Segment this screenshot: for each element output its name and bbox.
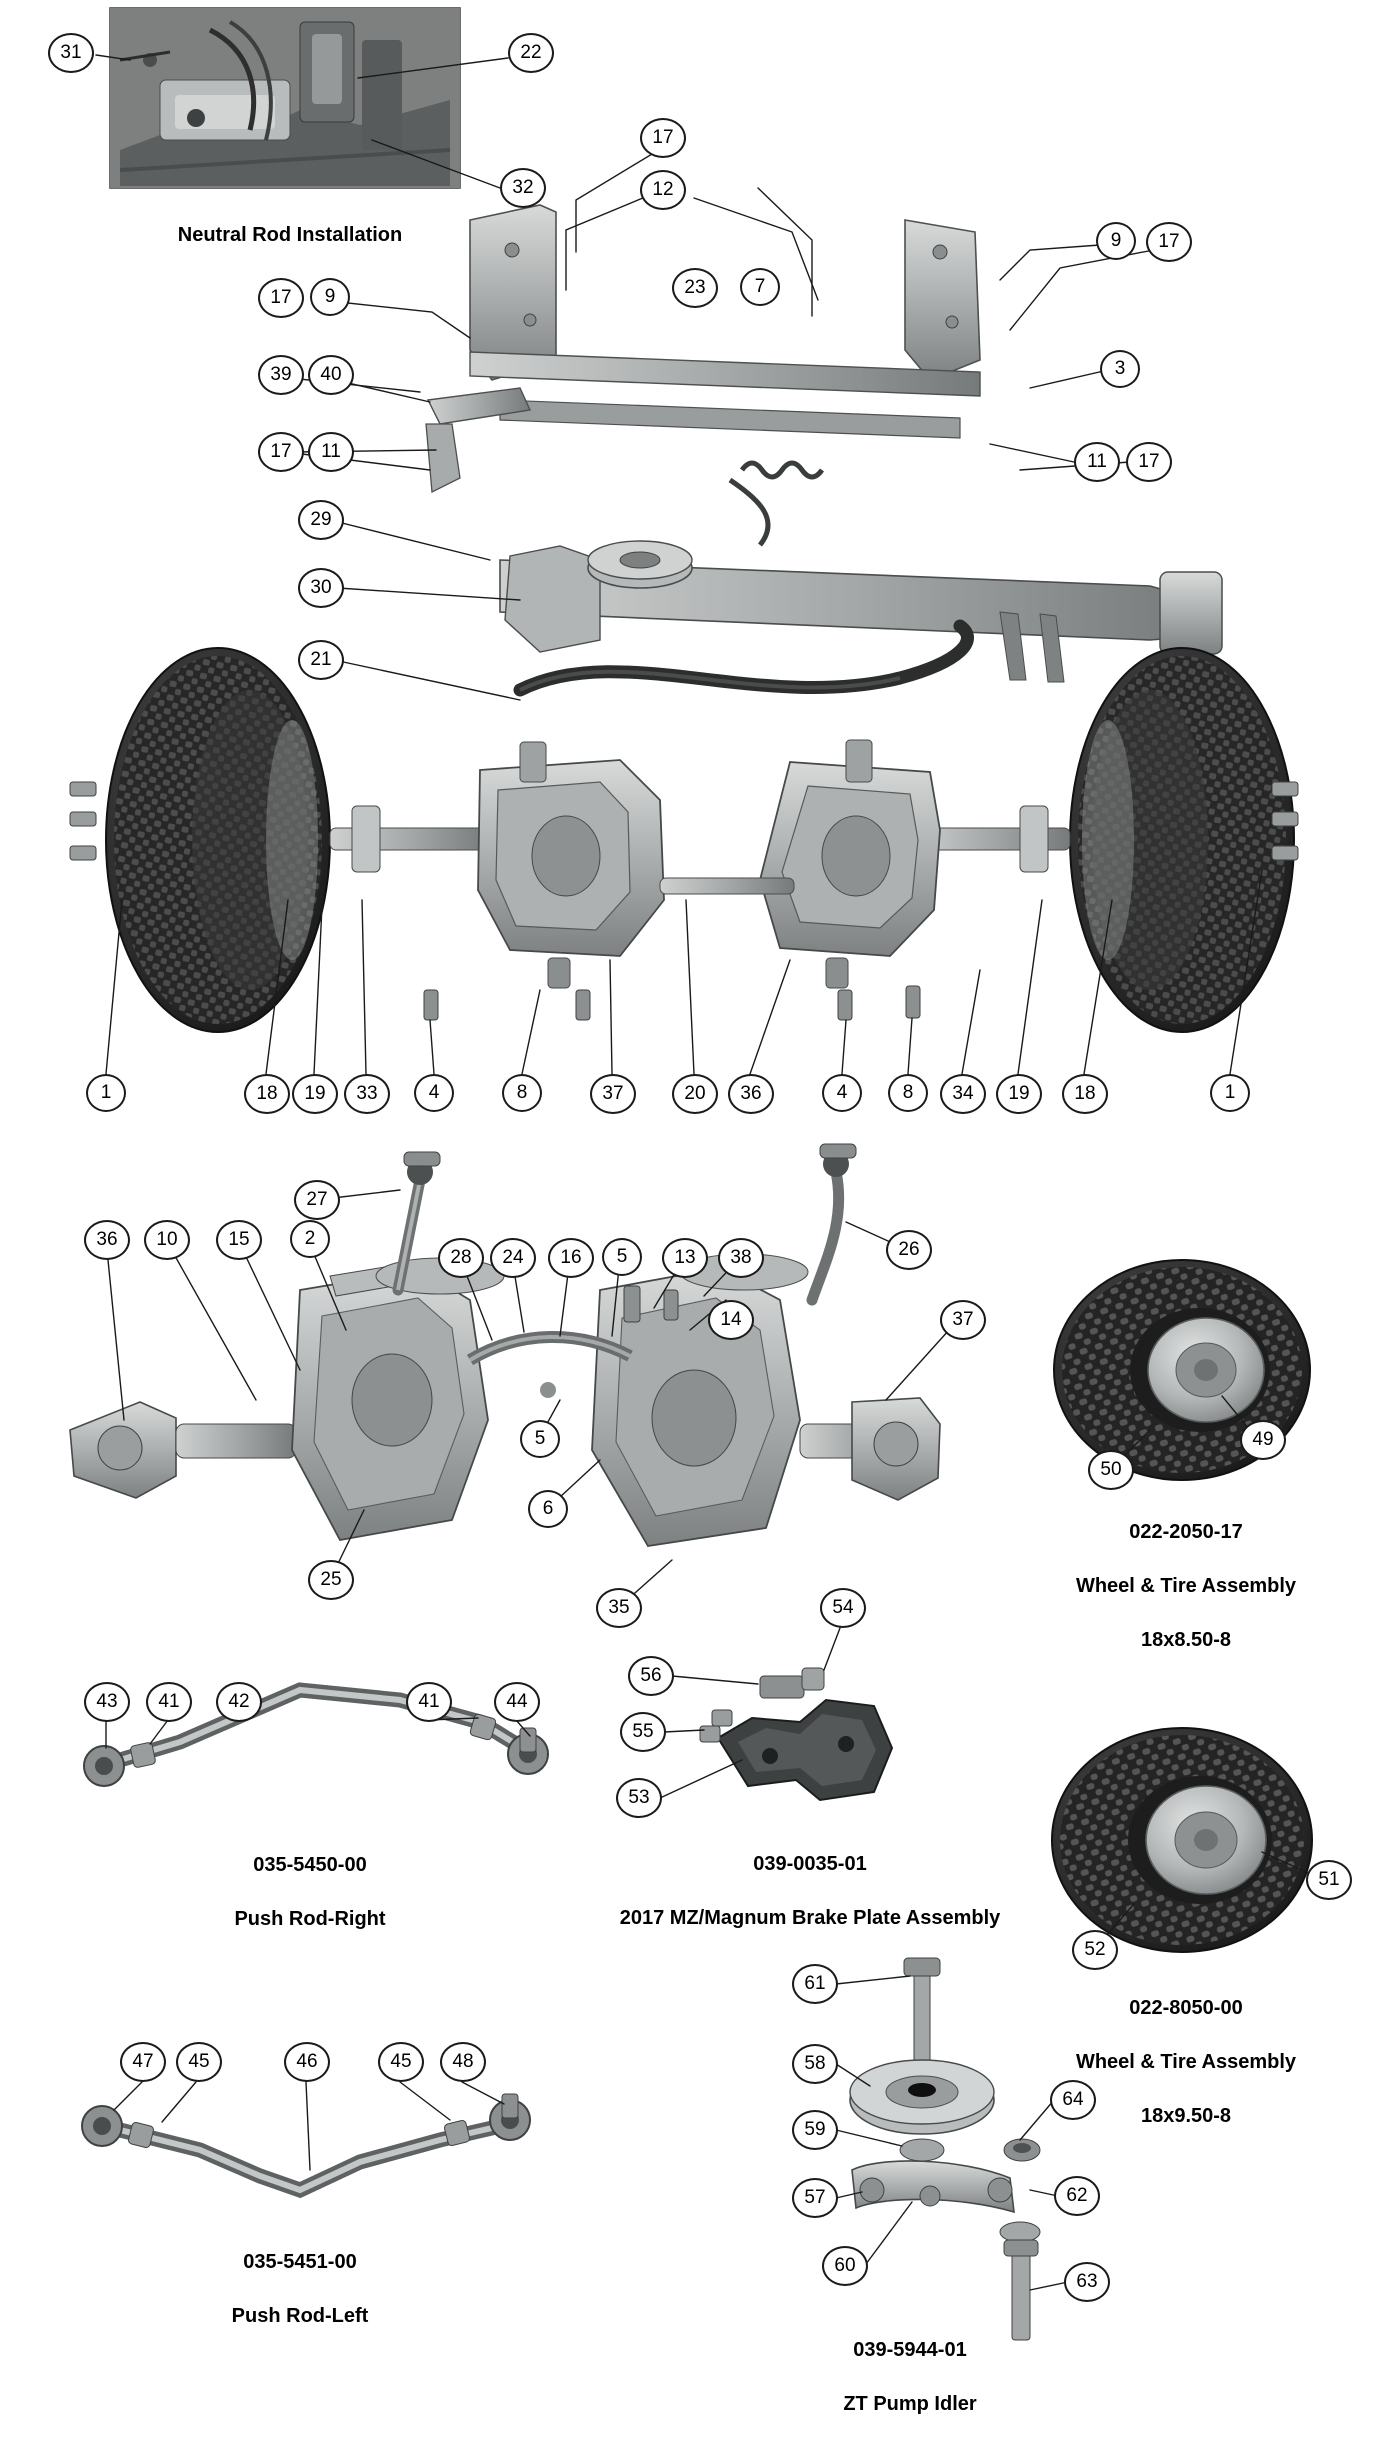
callout-54[interactable]: 54 xyxy=(820,1588,866,1628)
callout-9-c[interactable]: 9 xyxy=(310,278,350,316)
callout-27[interactable]: 27 xyxy=(294,1180,340,1220)
caption-push-rod-right-title: Push Rod-Right xyxy=(234,1908,386,1930)
callout-59[interactable]: 59 xyxy=(792,2110,838,2150)
caption-wheel-2050-size: 18x8.50-8 xyxy=(1140,1629,1232,1651)
caption-brake-plate-pn: 039-0035-01 xyxy=(753,1853,867,1875)
callout-49[interactable]: 49 xyxy=(1240,1420,1286,1460)
callout-45-b[interactable]: 45 xyxy=(378,2042,424,2082)
callout-17-e[interactable]: 17 xyxy=(1126,442,1172,482)
callout-37-b[interactable]: 37 xyxy=(940,1300,986,1340)
caption-neutral-rod: Neutral Rod Installation xyxy=(177,224,403,246)
callout-29[interactable]: 29 xyxy=(298,500,344,540)
callout-53[interactable]: 53 xyxy=(616,1778,662,1818)
callout-52[interactable]: 52 xyxy=(1072,1930,1118,1970)
callout-41-a[interactable]: 41 xyxy=(146,1682,192,1722)
callout-14[interactable]: 14 xyxy=(708,1300,754,1340)
callout-36-a[interactable]: 36 xyxy=(728,1074,774,1114)
callout-57[interactable]: 57 xyxy=(792,2178,838,2218)
caption-push-rod-left-title: Push Rod-Left xyxy=(231,2305,369,2327)
callout-3[interactable]: 3 xyxy=(1100,350,1140,388)
callout-32[interactable]: 32 xyxy=(500,168,546,208)
callout-37-a[interactable]: 37 xyxy=(590,1074,636,1114)
callout-22[interactable]: 22 xyxy=(508,33,554,73)
callout-13[interactable]: 13 xyxy=(662,1238,708,1278)
callout-5-b[interactable]: 5 xyxy=(520,1420,560,1458)
callout-24[interactable]: 24 xyxy=(490,1238,536,1278)
caption-push-rod-right xyxy=(130,1825,490,1960)
callout-12[interactable]: 12 xyxy=(640,170,686,210)
callout-11-d[interactable]: 11 xyxy=(308,432,354,472)
callout-38[interactable]: 38 xyxy=(718,1238,764,1278)
caption-wheel-8050-title: Wheel & Tire Assembly xyxy=(1075,2051,1297,2073)
callout-43[interactable]: 43 xyxy=(84,1682,130,1722)
callout-1-b[interactable]: 1 xyxy=(1210,1074,1250,1112)
callout-44[interactable]: 44 xyxy=(494,1682,540,1722)
caption-brake-plate xyxy=(540,1824,1080,1959)
caption-push-rod-left xyxy=(110,2222,490,2357)
callout-55[interactable]: 55 xyxy=(620,1712,666,1752)
callout-30[interactable]: 30 xyxy=(298,568,344,608)
callout-56[interactable]: 56 xyxy=(628,1656,674,1696)
push-rod-left-art xyxy=(82,2094,530,2190)
callout-6[interactable]: 6 xyxy=(528,1490,568,1528)
callout-34[interactable]: 34 xyxy=(940,1074,986,1114)
callout-60[interactable]: 60 xyxy=(822,2246,868,2286)
callout-4-b[interactable]: 4 xyxy=(822,1074,862,1112)
zt-pump-idler-art xyxy=(850,1958,1040,2340)
callout-17-c[interactable]: 17 xyxy=(258,278,304,318)
callout-50[interactable]: 50 xyxy=(1088,1450,1134,1490)
callout-17-b[interactable]: 17 xyxy=(1146,222,1192,262)
main-frame-assembly-art xyxy=(70,205,1298,1032)
callout-18-b[interactable]: 18 xyxy=(1062,1074,1108,1114)
caption-wheel-2050-pn: 022-2050-17 xyxy=(1129,1521,1243,1543)
callout-35[interactable]: 35 xyxy=(596,1588,642,1628)
callout-31[interactable]: 31 xyxy=(48,33,94,73)
caption-pump-idler xyxy=(700,2310,1120,2445)
callout-36-b[interactable]: 36 xyxy=(84,1220,130,1260)
transaxle-detail-art xyxy=(70,1144,940,1546)
callout-17-a[interactable]: 17 xyxy=(640,118,686,158)
callout-64[interactable]: 64 xyxy=(1050,2080,1096,2120)
callout-26[interactable]: 26 xyxy=(886,1230,932,1270)
callout-10[interactable]: 10 xyxy=(144,1220,190,1260)
callout-17-d[interactable]: 17 xyxy=(258,432,304,472)
callout-61[interactable]: 61 xyxy=(792,1964,838,2004)
callout-4-a[interactable]: 4 xyxy=(414,1074,454,1112)
callout-33[interactable]: 33 xyxy=(344,1074,390,1114)
callout-25[interactable]: 25 xyxy=(308,1560,354,1600)
callout-18-a[interactable]: 18 xyxy=(244,1074,290,1114)
caption-wheel-2050-title: Wheel & Tire Assembly xyxy=(1075,1575,1297,1597)
callout-5-a[interactable]: 5 xyxy=(602,1238,642,1276)
callout-58[interactable]: 58 xyxy=(792,2044,838,2084)
callout-47[interactable]: 47 xyxy=(120,2042,166,2082)
callout-45-a[interactable]: 45 xyxy=(176,2042,222,2082)
callout-41-b[interactable]: 41 xyxy=(406,1682,452,1722)
callout-63[interactable]: 63 xyxy=(1064,2262,1110,2302)
callout-8-b[interactable]: 8 xyxy=(888,1074,928,1112)
caption-wheel-8050-pn: 022-8050-00 xyxy=(1129,1997,1243,2019)
callout-11-e[interactable]: 11 xyxy=(1074,442,1120,482)
callout-48[interactable]: 48 xyxy=(440,2042,486,2082)
callout-9-b[interactable]: 9 xyxy=(1096,222,1136,260)
caption-pump-idler-pn: 039-5944-01 xyxy=(853,2339,967,2361)
caption-push-rod-left-pn: 035-5451-00 xyxy=(243,2251,357,2273)
neutral-rod-inset-image xyxy=(110,8,460,188)
wheel-tire-8050-art xyxy=(1052,1728,1312,1952)
caption-wheel-8050 xyxy=(1046,1968,1326,2157)
callout-20[interactable]: 20 xyxy=(672,1074,718,1114)
callout-8-a[interactable]: 8 xyxy=(502,1074,542,1112)
callout-15[interactable]: 15 xyxy=(216,1220,262,1260)
callout-19-a[interactable]: 19 xyxy=(292,1074,338,1114)
caption-brake-plate-title: 2017 MZ/Magnum Brake Plate Assembly xyxy=(619,1907,1001,1929)
caption-wheel-2050 xyxy=(1046,1492,1326,1681)
callout-46[interactable]: 46 xyxy=(284,2042,330,2082)
callout-1-a[interactable]: 1 xyxy=(86,1074,126,1112)
callout-19-b[interactable]: 19 xyxy=(996,1074,1042,1114)
callout-39[interactable]: 39 xyxy=(258,355,304,395)
callout-42[interactable]: 42 xyxy=(216,1682,262,1722)
callout-62[interactable]: 62 xyxy=(1054,2176,1100,2216)
callout-40[interactable]: 40 xyxy=(308,355,354,395)
callout-2[interactable]: 2 xyxy=(290,1220,330,1258)
caption-pump-idler-title: ZT Pump Idler xyxy=(843,2393,977,2415)
callout-7[interactable]: 7 xyxy=(740,268,780,306)
callout-21[interactable]: 21 xyxy=(298,640,344,680)
caption-wheel-8050-size: 18x9.50-8 xyxy=(1140,2105,1232,2127)
callout-51[interactable]: 51 xyxy=(1306,1860,1352,1900)
caption-push-rod-right-pn: 035-5450-00 xyxy=(253,1854,367,1876)
brake-plate-art xyxy=(700,1668,892,1800)
callout-16[interactable]: 16 xyxy=(548,1238,594,1278)
callout-28[interactable]: 28 xyxy=(438,1238,484,1278)
callout-23[interactable]: 23 xyxy=(672,268,718,308)
